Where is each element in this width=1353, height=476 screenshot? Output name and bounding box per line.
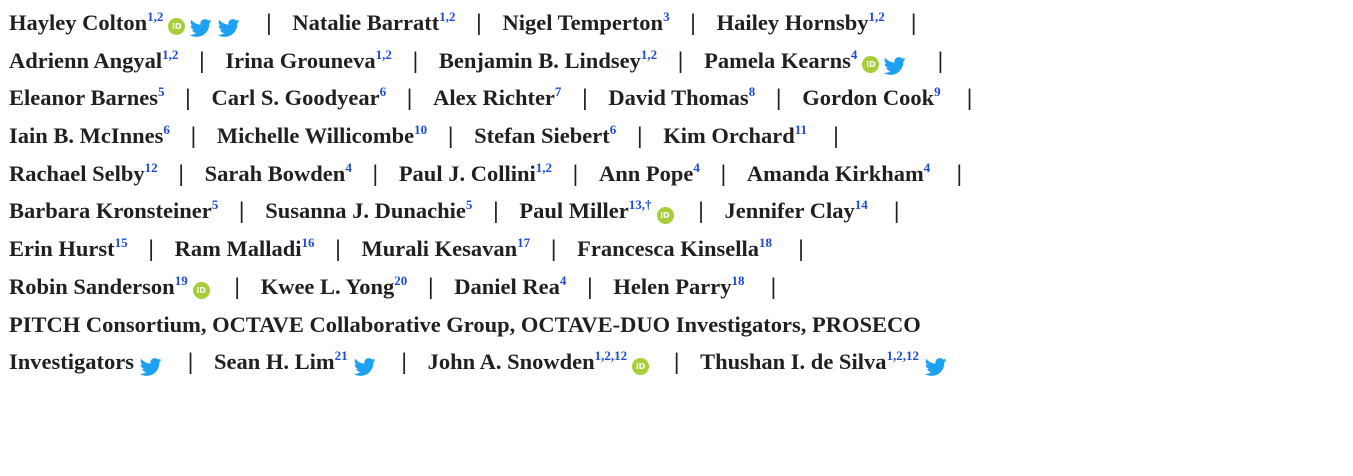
author-entry — [717, 10, 885, 35]
author-separator: | — [571, 161, 579, 186]
twitter-icon[interactable] — [353, 356, 377, 376]
author-name: John A. Snowden — [427, 349, 595, 375]
author-entry — [225, 48, 391, 73]
author-separator: | — [550, 237, 558, 262]
author-name: Carl S. Goodyear — [211, 85, 380, 111]
author-name: Iain B. McInnes — [9, 123, 164, 149]
author-separator: | — [427, 274, 435, 299]
affiliation-link[interactable]: 20 — [394, 272, 408, 288]
affiliation-link[interactable]: 1,2 — [640, 46, 658, 62]
author-name: Hayley Colton — [9, 10, 148, 35]
author-entry — [9, 85, 164, 110]
author-entry — [577, 236, 772, 261]
author-separator: | — [832, 124, 840, 149]
author-separator: | — [966, 86, 974, 111]
affiliation-link[interactable]: 7 — [554, 84, 562, 100]
author-separator: | — [719, 161, 727, 186]
author-name: Susanna J. Dunachie — [265, 198, 466, 224]
author-name: Rachael Selby — [9, 160, 145, 186]
affiliation-link[interactable]: 10 — [414, 122, 428, 138]
author-name: Michelle Willicombe — [216, 123, 415, 149]
author-line — [9, 42, 1343, 80]
author-line — [9, 306, 1343, 344]
author-name: Robin Sanderson — [9, 273, 175, 299]
author-name: Hailey Hornsby — [716, 10, 869, 35]
affiliation-link[interactable]: 12 — [144, 159, 158, 175]
author-name: Investigators — [9, 349, 134, 375]
author-entry — [9, 10, 245, 35]
affiliation-link[interactable]: 3 — [663, 9, 670, 24]
affiliation-link[interactable]: 1,2 — [439, 9, 456, 24]
author-name: Benjamin B. Lindsey — [438, 47, 641, 73]
author-separator: | — [406, 86, 414, 111]
author-name: Amanda Kirkham — [746, 160, 924, 186]
author-icons — [168, 6, 245, 44]
affiliation-link[interactable]: 8 — [748, 84, 756, 100]
author-icons — [862, 44, 911, 82]
affiliation-link[interactable]: 11 — [794, 122, 808, 138]
author-line — [9, 117, 1343, 155]
twitter-icon[interactable] — [924, 356, 948, 376]
author-entry — [9, 349, 167, 374]
affiliation-link[interactable]: 1,2 — [147, 9, 164, 24]
author-entry — [292, 10, 455, 35]
affiliation-link[interactable]: 5 — [157, 84, 165, 100]
author-entry — [9, 274, 214, 299]
affiliation-link[interactable]: 14 — [854, 197, 868, 213]
author-separator: | — [238, 199, 246, 224]
author-separator: | — [893, 199, 901, 224]
author-separator: | — [797, 237, 805, 262]
author-name: Pamela Kearns — [704, 47, 851, 73]
affiliation-link[interactable]: 1,2 — [162, 46, 179, 62]
affiliation-link[interactable]: 1,2 — [868, 9, 885, 24]
affiliation-link[interactable]: 19 — [174, 272, 188, 288]
author-separator: | — [581, 86, 589, 111]
orcid-icon[interactable]: iD — [168, 18, 185, 35]
author-line — [9, 192, 1343, 230]
author-separator: | — [673, 350, 681, 375]
author-entry — [663, 123, 807, 148]
affiliation-link[interactable]: 6 — [609, 122, 617, 138]
author-separator: | — [371, 161, 379, 186]
author-entry — [454, 274, 566, 299]
author-entry — [474, 123, 616, 148]
author-icons — [657, 194, 678, 232]
affiliation-link[interactable]: 1,2 — [375, 46, 392, 62]
author-entry — [9, 312, 921, 337]
author-entry — [9, 161, 158, 186]
author-name: Kwee L. Yong — [260, 273, 395, 299]
author-name: Paul J. Collini — [398, 160, 536, 186]
author-separator: | — [775, 86, 783, 111]
author-separator: | — [198, 48, 206, 73]
affiliation-link[interactable]: 9 — [934, 84, 941, 100]
twitter-icon[interactable] — [883, 55, 907, 75]
author-separator: | — [265, 11, 273, 35]
author-separator: | — [769, 274, 777, 299]
author-entry — [217, 123, 427, 148]
author-name: Natalie Barratt — [292, 10, 440, 35]
author-name: Murali Kesavan — [361, 236, 518, 262]
author-line — [9, 4, 1343, 42]
author-separator: | — [400, 350, 408, 375]
author-separator: | — [910, 11, 918, 35]
author-icons — [924, 345, 952, 383]
author-icons — [139, 345, 167, 383]
author-name: Adrienn Angyal — [9, 47, 163, 73]
author-separator: | — [475, 11, 483, 35]
affiliation-link[interactable]: 6 — [379, 84, 387, 100]
author-entry — [439, 48, 657, 73]
author-name: Stefan Siebert — [474, 123, 610, 149]
author-entry — [433, 85, 561, 110]
author-separator: | — [492, 199, 500, 224]
author-icons — [193, 270, 214, 308]
author-separator: | — [184, 86, 192, 111]
author-name: Alex Richter — [433, 85, 555, 111]
author-entry — [428, 349, 653, 374]
author-entry — [175, 236, 315, 261]
author-separator: | — [177, 161, 185, 186]
author-name: David Thomas — [608, 85, 749, 111]
affiliation-link[interactable]: 17 — [517, 235, 531, 251]
author-separator: | — [447, 124, 455, 149]
affiliation-link[interactable]: 21 — [334, 348, 348, 364]
affiliation-link[interactable]: 15 — [114, 235, 128, 251]
orcid-icon[interactable]: iD — [632, 358, 649, 375]
author-name: Erin Hurst — [9, 236, 115, 262]
affiliation-link[interactable]: 4 — [850, 46, 858, 62]
orcid-icon[interactable]: iD — [657, 207, 674, 224]
twitter-icon[interactable] — [189, 17, 213, 37]
orcid-icon[interactable]: iD — [862, 56, 879, 73]
author-entry — [9, 123, 170, 148]
author-entry — [747, 161, 930, 186]
affiliation-link[interactable]: 4 — [559, 272, 567, 288]
author-icons — [632, 345, 653, 383]
author-separator: | — [334, 237, 342, 262]
author-separator: | — [233, 274, 241, 299]
author-name: Irina Grouneva — [225, 47, 376, 73]
author-separator: | — [586, 274, 594, 299]
author-entry — [211, 85, 386, 110]
author-name: Barbara Kronsteiner — [9, 198, 212, 224]
author-separator: | — [689, 11, 697, 35]
author-entry — [502, 10, 669, 35]
twitter-icon[interactable] — [217, 17, 241, 37]
author-entry — [519, 198, 677, 223]
author-separator: | — [955, 161, 963, 186]
author-separator: | — [411, 48, 419, 73]
author-entry — [265, 198, 472, 223]
affiliation-link[interactable]: 5 — [211, 197, 219, 213]
affiliation-link[interactable]: 18 — [731, 272, 745, 288]
author-entry — [261, 274, 408, 299]
affiliation-link[interactable]: 13,† — [628, 197, 652, 213]
author-entry — [608, 85, 755, 110]
author-separator: | — [677, 48, 685, 73]
author-entry — [9, 198, 218, 223]
author-entry — [802, 85, 940, 110]
affiliation-link[interactable]: 1,2,12 — [886, 348, 919, 364]
author-entry — [399, 161, 552, 186]
author-name: Nigel Temperton — [502, 10, 664, 35]
author-entry — [9, 236, 128, 261]
affiliation-link[interactable]: 1,2 — [535, 159, 552, 175]
author-name: Gordon Cook — [802, 85, 935, 111]
author-separator: | — [186, 350, 195, 375]
author-name: Helen Parry — [613, 273, 732, 299]
author-name: Sarah Bowden — [204, 160, 346, 186]
author-separator: | — [147, 237, 155, 262]
affiliation-link[interactable]: 18 — [759, 235, 772, 251]
affiliation-link[interactable]: 4 — [693, 159, 700, 175]
author-icons — [353, 345, 381, 383]
author-line — [9, 79, 1343, 117]
author-entry — [362, 236, 531, 261]
author-entry — [214, 349, 381, 374]
author-line — [9, 155, 1343, 193]
affiliation-link[interactable]: 6 — [163, 122, 170, 138]
author-line — [9, 268, 1343, 306]
author-entry — [205, 161, 352, 186]
author-entry — [700, 349, 952, 374]
author-line — [9, 230, 1343, 268]
author-name: Eleanor Barnes — [9, 85, 158, 111]
author-separator: | — [697, 199, 705, 224]
author-entry — [725, 198, 868, 223]
author-name: Paul Miller — [519, 198, 629, 224]
affiliation-link[interactable]: 4 — [923, 159, 931, 175]
author-name: Sean H. Lim — [214, 349, 335, 375]
author-name: Ann Pope — [598, 160, 694, 186]
orcid-icon[interactable]: iD — [193, 282, 210, 299]
author-separator: | — [936, 48, 944, 73]
author-name: Daniel Rea — [454, 273, 560, 299]
author-entry — [704, 48, 911, 73]
affiliation-link[interactable]: 5 — [465, 197, 473, 213]
author-name: Jennifer Clay — [724, 198, 855, 224]
author-name: PITCH Consortium, OCTAVE Collaborative Group, OCTAVE-DUO Investigators, PROSECO — [9, 311, 921, 337]
author-name: Kim Orchard — [663, 123, 795, 149]
author-name: Francesca Kinsella — [577, 236, 759, 262]
author-line — [9, 343, 1343, 381]
affiliation-link[interactable]: 4 — [345, 159, 352, 175]
author-separator: | — [636, 124, 644, 149]
author-entry — [613, 274, 744, 299]
author-separator: | — [189, 124, 197, 149]
author-entry — [9, 48, 178, 73]
twitter-icon[interactable] — [139, 356, 163, 376]
author-name: Ram Malladi — [174, 236, 302, 262]
author-entry — [599, 161, 700, 186]
affiliation-link[interactable]: 1,2,12 — [594, 348, 628, 364]
author-name: Thushan I. de Silva — [700, 349, 887, 375]
affiliation-link[interactable]: 16 — [301, 235, 315, 251]
